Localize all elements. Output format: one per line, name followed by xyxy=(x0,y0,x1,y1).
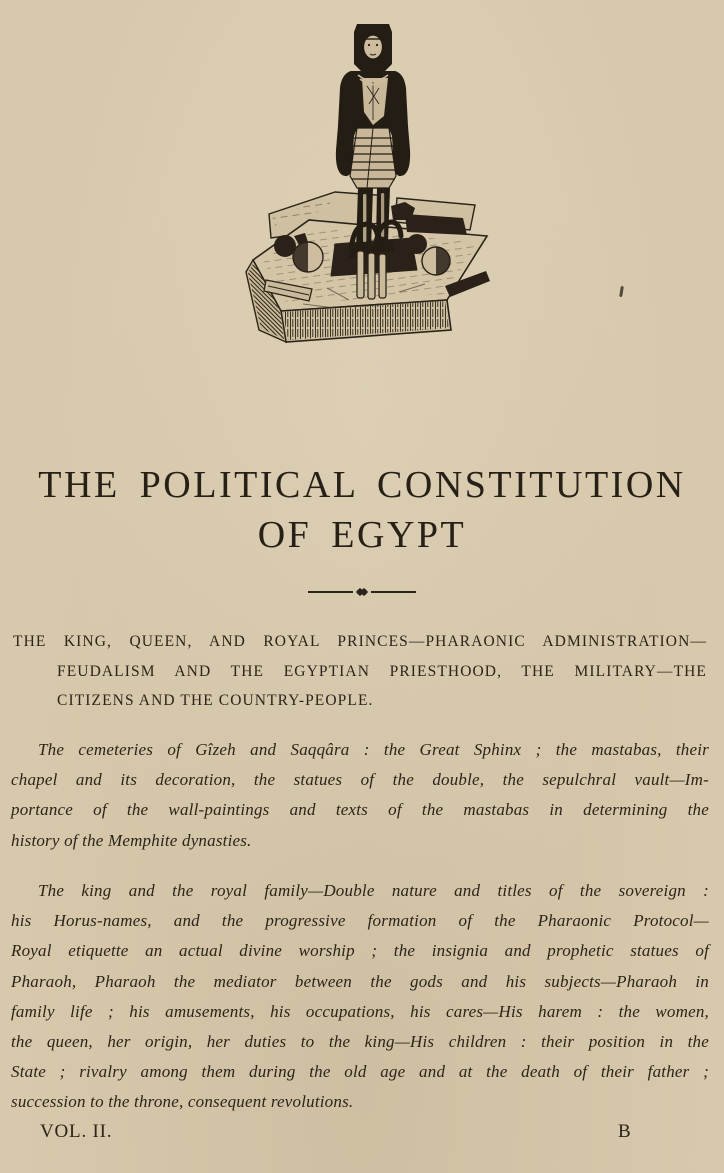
text-line: The cemeteries of Gîzeh and Saqqâra : the Great Sphinx ; the mastabas, their xyxy=(38,740,709,759)
page-footer xyxy=(12,1121,706,1151)
text-line: Pharaoh, Pharaoh the mediator between the gods and his subjects—Pharaoh in xyxy=(11,971,709,991)
signature-mark: B xyxy=(618,1121,632,1142)
title-divider xyxy=(0,586,724,598)
text-line: THE KING, QUEEN, AND ROYAL PRINCES—PHARAONIC ADMINISTRATION— xyxy=(13,633,707,650)
text-line: FEUDALISM AND THE EGYPTIAN PRIESTHOOD, THE MILITARY—THE xyxy=(57,662,707,680)
divider-rule-left xyxy=(308,591,353,593)
text-line: Royal etiquette an actual divine worship ; the insignia and prophetic statues of xyxy=(11,941,709,961)
egyptian-statue-engraving xyxy=(239,8,502,346)
page-title xyxy=(0,460,724,560)
page-title-line-2: OF EGYPT xyxy=(257,514,467,556)
text-line: State ; rivalry among them during the old age and at the death of their father ; xyxy=(11,1062,709,1082)
chapter-abstract-2 xyxy=(11,876,709,1118)
page-title-line-1: THE POLITICAL CONSTITUTION xyxy=(38,464,686,506)
text-line: his Horus-names, and the progressive formation of the Pharaonic Protocol— xyxy=(11,911,709,931)
chapter-abstract-1 xyxy=(11,735,709,856)
text-line: the queen, her origin, her duties to the king—His children : their position in the xyxy=(11,1032,709,1052)
text-line: history of the Memphite dynasties. xyxy=(11,830,252,850)
text-line: succession to the throne, consequent revolutions. xyxy=(11,1092,354,1112)
text-line: chapel and its decoration, the statues of the double, the sepulchral vault—Im- xyxy=(11,770,709,790)
text-line: The king and the royal family—Double nature and titles of the sovereign : xyxy=(38,881,709,900)
text-line: family life ; his amusements, his occupations, his cares—His harem : the women, xyxy=(11,1001,709,1021)
text-line: CITIZENS AND THE COUNTRY-PEOPLE. xyxy=(57,692,374,709)
ink-fleck xyxy=(619,286,624,297)
divider-rule-right xyxy=(371,591,416,593)
chapter-subtitle xyxy=(13,627,707,716)
text-line: portance of the wall-paintings and texts of the mastabas in determining the xyxy=(11,800,709,820)
statue-engraving-image xyxy=(239,8,502,346)
volume-label: VOL. II. xyxy=(40,1121,113,1142)
